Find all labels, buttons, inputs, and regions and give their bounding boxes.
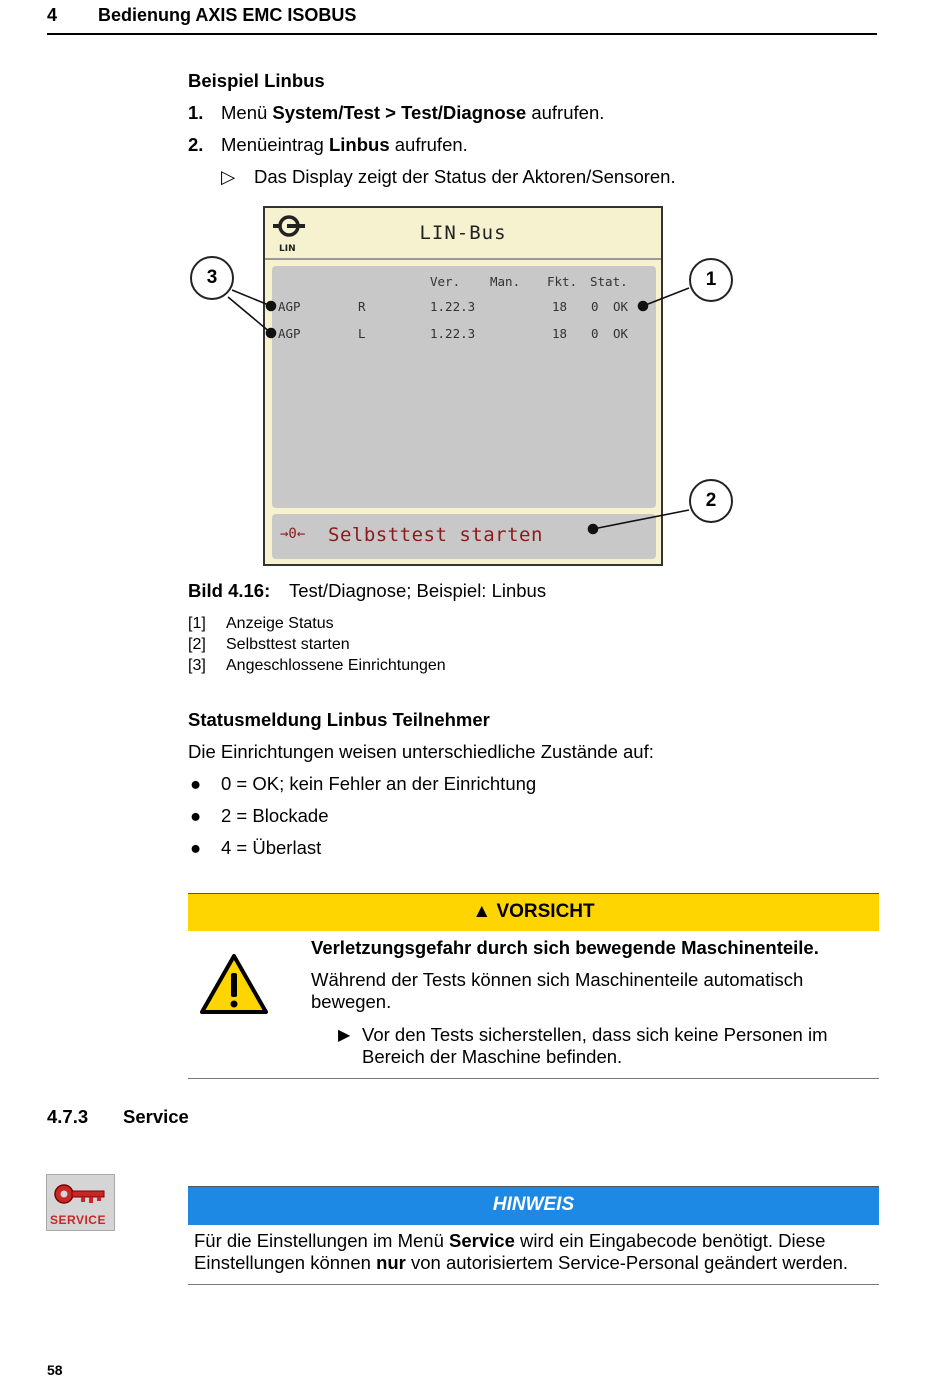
cell-code: 0: [591, 326, 599, 341]
cell-device: AGP: [278, 326, 301, 341]
hint-text-bold: Service: [449, 1230, 515, 1251]
chapter-number: 4: [47, 5, 58, 25]
step-text-pre: Menüeintrag: [221, 134, 329, 155]
hint-text-part: von autorisiertem Service-Personal geändert werden.: [405, 1252, 849, 1273]
callout-leaders: [0, 0, 950, 600]
col-header-version: Ver.: [430, 274, 461, 289]
lin-logo-text: LIN: [279, 244, 296, 253]
leader-line-3a: [232, 290, 271, 306]
caution-title: VORSICHT: [496, 901, 595, 922]
warning-triangle-icon: [199, 953, 269, 1015]
screen-title: LIN-Bus: [419, 222, 507, 244]
leader-line-3b: [228, 297, 271, 333]
cell-version: 1.22.3: [430, 299, 476, 314]
step-text-bold: Linbus: [328, 134, 390, 155]
cell-status: OK: [613, 326, 629, 341]
status-item: 4 = Überlast: [221, 837, 322, 858]
cell-function: 18: [552, 326, 568, 341]
hint-banner: [188, 1186, 879, 1225]
caution-bottom-rule: [188, 1078, 879, 1079]
leader-dot: [639, 302, 648, 311]
caution-banner: [188, 893, 879, 931]
example-heading: Beispiel Linbus: [188, 70, 325, 91]
leader-dot: [267, 329, 276, 338]
caution-action: Vor den Tests sicherstellen, dass sich keine Personen im Bereich der Maschine befinden.: [362, 1024, 828, 1067]
step-number: 2.: [188, 134, 204, 155]
status-intro: Die Einrichtungen weisen unterschiedliche Zustände auf:: [188, 741, 654, 762]
step-number: 1.: [188, 102, 204, 123]
cell-code: 0: [591, 299, 599, 314]
hint-text: [194, 1230, 879, 1274]
col-header-status: Stat.: [590, 274, 628, 289]
section-title: Service: [123, 1106, 189, 1127]
callout-3: 3: [190, 256, 234, 300]
step-text-bold: System/Test > Test/Diagnose: [272, 102, 527, 123]
page-header-title: Bedienung AXIS EMC ISOBUS: [98, 5, 357, 25]
selftest-label: Selbsttest starten: [328, 524, 543, 546]
key-icon: [53, 1179, 109, 1209]
leader-dot: [267, 302, 276, 311]
caution-text: Während der Tests können sich Maschinenteile automatisch bewegen.: [311, 969, 804, 1012]
action-arrow-icon: ▶: [338, 1027, 351, 1044]
cell-side: R: [358, 299, 366, 314]
caution-title-row: [188, 901, 879, 923]
hint-text-bold: nur: [376, 1252, 406, 1273]
callout-1: 1: [689, 258, 733, 302]
leader-line-2: [593, 510, 689, 529]
leader-dot: [589, 525, 598, 534]
bullet-icon: ●: [190, 837, 202, 858]
step-text-post: aufrufen.: [526, 102, 605, 123]
hint-text-part: wird ein Eingabecode benötigt. Diese Einstellungen können: [194, 1230, 826, 1273]
cell-version: 1.22.3: [430, 326, 476, 341]
hint-text-part: Für die Einstellungen im Menü: [194, 1230, 450, 1251]
status-item: 0 = OK; kein Fehler an der Einrichtung: [221, 773, 537, 794]
legend-text: Anzeige Status: [226, 615, 334, 632]
figure-number: Bild 4.16:: [188, 580, 271, 601]
cell-side: L: [358, 326, 366, 341]
section-number: 4.7.3: [47, 1106, 89, 1127]
caution-headline: Verletzungsgefahr durch sich bewegende Maschinenteile.: [311, 937, 819, 958]
step-text-post: aufrufen.: [389, 134, 468, 155]
legend-ref: [3]: [188, 657, 206, 674]
selftest-icon: →0←: [280, 526, 306, 542]
legend-text: Angeschlossene Einrichtungen: [226, 657, 446, 674]
legend-ref: [1]: [188, 615, 206, 632]
hint-title: HINWEIS: [492, 1194, 575, 1215]
service-key-icon: [46, 1174, 115, 1231]
result-text: Das Display zeigt der Status der Aktoren/Sensoren.: [254, 166, 676, 187]
leader-line-1: [643, 288, 689, 306]
page-number: 58: [47, 1362, 63, 1378]
status-item: 2 = Blockade: [221, 805, 329, 826]
step-text-pre: Menü: [221, 102, 273, 123]
cell-function: 18: [552, 299, 568, 314]
warning-triangle-small-icon: ▲: [472, 901, 492, 922]
figure-caption: Test/Diagnose; Beispiel: Linbus: [289, 580, 547, 601]
legend-ref: [2]: [188, 636, 206, 653]
bullet-icon: ●: [190, 773, 202, 794]
hint-bottom-rule: [188, 1284, 879, 1285]
legend-text: Selbsttest starten: [226, 636, 350, 653]
result-marker-icon: ▷: [221, 166, 236, 187]
col-header-manufacturer: Man.: [490, 274, 521, 289]
service-icon-label: SERVICE: [50, 1213, 106, 1227]
status-heading: Statusmeldung Linbus Teilnehmer: [188, 709, 490, 730]
cell-device: AGP: [278, 299, 301, 314]
col-header-function: Fkt.: [547, 274, 578, 289]
callout-2: 2: [689, 479, 733, 523]
bullet-icon: ●: [190, 805, 202, 826]
cell-status: OK: [613, 299, 629, 314]
